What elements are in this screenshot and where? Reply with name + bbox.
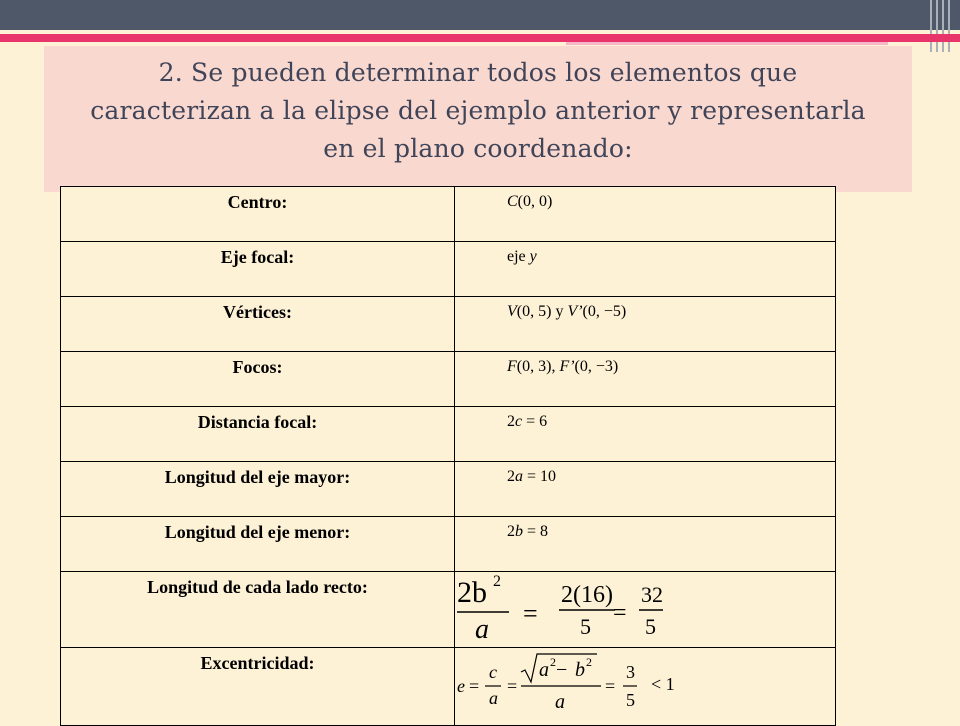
formula-den1: a	[489, 688, 498, 708]
formula-eq1: =	[523, 599, 538, 628]
value-part: = 8	[523, 523, 549, 540]
formula-lhs: e	[457, 676, 465, 696]
value-part: (0, 0)	[517, 193, 553, 210]
latus-rectum-formula	[455, 572, 836, 648]
row-value	[455, 352, 836, 407]
value-part: 2	[507, 523, 515, 540]
accent-strip-highlight	[566, 42, 888, 45]
table-row	[61, 407, 836, 462]
formula-den2: a	[555, 691, 565, 713]
value-part: eje	[507, 248, 530, 265]
formula-num3: 3	[626, 662, 635, 682]
value-part: (0, 5) y	[516, 303, 568, 320]
value-part: = 10	[523, 468, 557, 485]
top-bar	[0, 0, 960, 30]
title-box	[44, 46, 912, 192]
slide-title: 2. Se pueden determinar todos los elementos que caracterizan a la elipse del ejemplo anterior y representarla en el plano coordenado:	[90, 58, 866, 163]
formula-eq2: =	[613, 600, 627, 626]
row-label: Longitud de cada lado recto:	[61, 572, 455, 648]
row-value	[455, 242, 836, 297]
value-part: (0, −3)	[574, 358, 619, 375]
latus-rectum-formula-svg	[455, 572, 835, 642]
formula-num1-exp: 2	[493, 573, 501, 590]
table-row	[61, 517, 836, 572]
formula-eq: =	[605, 676, 616, 696]
formula-num1: 2b	[457, 576, 487, 609]
value-part: V	[507, 303, 517, 320]
ellipse-properties-table	[60, 186, 836, 726]
row-label: Vértices:	[61, 297, 455, 352]
row-label: Eje focal:	[61, 242, 455, 297]
value-part: (0, −5)	[582, 303, 627, 320]
value-part: = 6	[522, 413, 548, 430]
value-part: b	[515, 523, 523, 540]
top-bar-decoration	[930, 0, 956, 52]
row-value	[455, 187, 836, 242]
table-row	[61, 242, 836, 297]
value-part: c	[515, 413, 523, 430]
formula-eq: =	[469, 676, 480, 696]
formula-eq: =	[507, 676, 518, 696]
eccentricity-formula-svg	[455, 648, 835, 720]
table-row-latus-rectum	[61, 572, 836, 648]
value-part: 2	[507, 468, 515, 485]
row-value	[455, 407, 836, 462]
value-part: F	[507, 358, 517, 375]
value-part: 2	[507, 413, 515, 430]
row-label: Distancia focal:	[61, 407, 455, 462]
value-part: F’	[559, 358, 575, 375]
table-row	[61, 187, 836, 242]
row-value	[455, 462, 836, 517]
formula-den1: a	[475, 614, 489, 642]
row-value	[455, 297, 836, 352]
formula-den2: 5	[580, 614, 591, 639]
value-part: V’	[567, 303, 583, 320]
sqrt-a-exp: 2	[550, 655, 556, 669]
formula-num1: c	[489, 662, 497, 682]
table-row	[61, 297, 836, 352]
formula-num2: 2(16)	[561, 582, 613, 608]
formula-den3: 5	[626, 690, 635, 710]
formula-den3: 5	[645, 614, 656, 639]
sqrt-b: b	[575, 659, 585, 681]
row-label: Excentricidad:	[61, 648, 455, 726]
row-label: Longitud del eje mayor:	[61, 462, 455, 517]
row-label: Longitud del eje menor:	[61, 517, 455, 572]
table-row	[61, 352, 836, 407]
sqrt-b-exp: 2	[586, 655, 592, 669]
value-part: a	[515, 468, 523, 485]
row-value	[455, 517, 836, 572]
row-label: Centro:	[61, 187, 455, 242]
table-row-eccentricity	[61, 648, 836, 726]
accent-strip	[0, 34, 960, 42]
row-label: Focos:	[61, 352, 455, 407]
sqrt-a: a	[539, 659, 549, 681]
formula-num3: 32	[641, 582, 663, 607]
value-part: C	[507, 193, 518, 210]
table-row	[61, 462, 836, 517]
formula-tail: < 1	[651, 674, 675, 694]
value-part: (0, 3),	[516, 358, 560, 375]
eccentricity-formula	[455, 648, 836, 726]
sqrt-minus: −	[556, 659, 568, 681]
value-part: y	[529, 248, 537, 265]
